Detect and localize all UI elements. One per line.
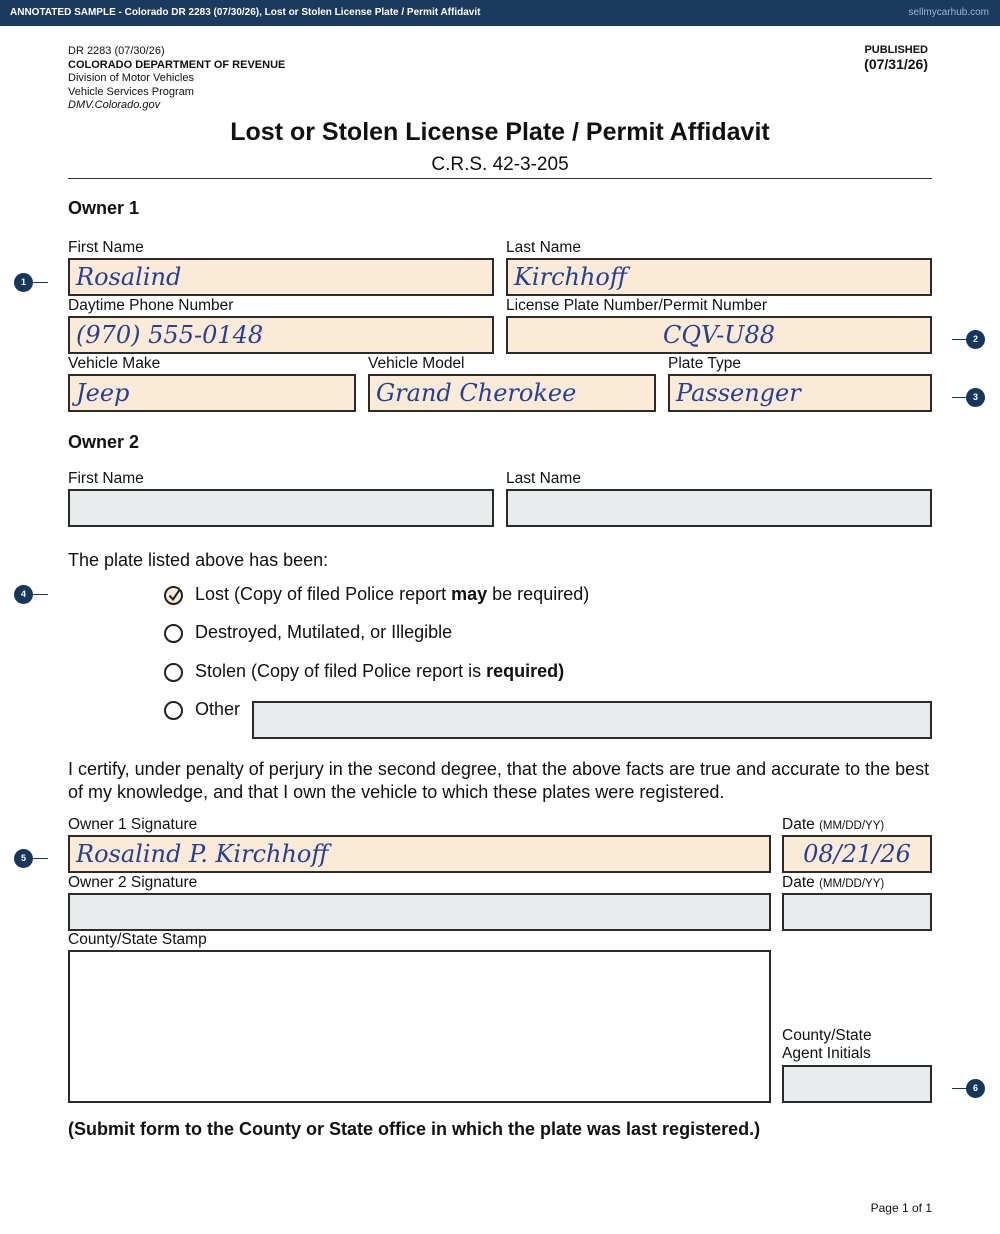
website: DMV.Colorado.gov bbox=[68, 99, 161, 111]
vehicle-model-value: Grand Cherokee bbox=[376, 379, 577, 407]
agent-initials-field[interactable] bbox=[782, 1065, 932, 1103]
callout-4-leader bbox=[32, 594, 48, 595]
owner1-first-name-label: First Name bbox=[68, 239, 144, 256]
date1-label bbox=[782, 816, 884, 835]
date2-field[interactable] bbox=[782, 893, 932, 931]
option-lost-tail: be required) bbox=[487, 584, 590, 604]
owner1-last-name-field[interactable] bbox=[506, 258, 932, 296]
banner-title: ANNOTATED SAMPLE - Colorado DR 2283 (07/30/26), Lost or Stolen License Plate / Permit Affidavit bbox=[10, 7, 481, 18]
plate-type-value: Passenger bbox=[676, 379, 801, 407]
option-lost-label bbox=[195, 584, 589, 605]
plate-type-field[interactable] bbox=[668, 374, 932, 412]
form-title: Lost or Stolen License Plate / Permit Affidavit bbox=[230, 118, 770, 146]
owner2-first-name-field[interactable] bbox=[68, 489, 494, 527]
radio-other[interactable] bbox=[164, 701, 183, 720]
owner2-signature-field[interactable] bbox=[68, 893, 771, 931]
option-destroyed-label: Destroyed, Mutilated, or Illegible bbox=[195, 622, 453, 642]
plate-number-field[interactable] bbox=[506, 316, 932, 354]
plate-type-label: Plate Type bbox=[668, 355, 741, 372]
owner1-first-name-value: Rosalind bbox=[76, 263, 182, 291]
agent-label-line2: Agent Initials bbox=[782, 1045, 871, 1062]
vehicle-make-field[interactable] bbox=[68, 374, 356, 412]
option-lost-text: Lost (Copy of filed Police report bbox=[195, 584, 452, 604]
published-label: PUBLISHED bbox=[864, 44, 928, 56]
owner1-signature-label: Owner 1 Signature bbox=[68, 816, 198, 833]
date2-format: (MM/DD/YY) bbox=[819, 878, 885, 890]
date2-value bbox=[784, 895, 930, 929]
owner1-signature-value: Rosalind P. Kirchhoff bbox=[76, 840, 329, 868]
vehicle-make-value: Jeep bbox=[76, 379, 130, 407]
phone-label: Daytime Phone Number bbox=[68, 297, 234, 314]
certification-text: I certify, under penalty of perjury in the second degree, that the above facts are true and accurate to the best of my knowledge, and that I own the vehicle to which these plates were registered. bbox=[68, 759, 930, 802]
date1-value: 08/21/26 bbox=[803, 840, 911, 868]
date2-label bbox=[782, 874, 884, 893]
callout-1: 1 bbox=[14, 273, 33, 292]
date1-format: (MM/DD/YY) bbox=[819, 820, 885, 832]
header-divider bbox=[68, 178, 932, 179]
published-block bbox=[864, 44, 928, 72]
option-other-label: Other bbox=[195, 699, 241, 719]
agency-header bbox=[68, 45, 285, 113]
agent-initials-value bbox=[784, 1067, 930, 1101]
owner2-heading: Owner 2 bbox=[68, 432, 140, 452]
callout-2: 2 bbox=[966, 330, 985, 349]
phone-value: (970) 555-0148 bbox=[76, 321, 264, 349]
checkmark-icon bbox=[168, 588, 181, 603]
agent-label-line1: County/State bbox=[782, 1027, 872, 1044]
program-name: Vehicle Services Program bbox=[68, 85, 194, 98]
owner1-last-name-label: Last Name bbox=[506, 239, 581, 256]
plate-number-value: CQV-U88 bbox=[662, 321, 776, 349]
other-reason-field[interactable] bbox=[252, 701, 932, 739]
agent-initials-label bbox=[782, 1027, 872, 1063]
annotation-banner bbox=[0, 0, 1000, 26]
owner1-heading: Owner 1 bbox=[68, 198, 140, 218]
callout-3: 3 bbox=[966, 388, 985, 407]
date2-label-text: Date bbox=[782, 874, 820, 891]
owner1-last-name-value: Kirchhoff bbox=[514, 263, 627, 291]
option-stolen-bold: required) bbox=[486, 661, 565, 681]
callout-1-leader bbox=[32, 282, 48, 283]
option-stolen-text: Stolen (Copy of filed Police report is bbox=[195, 661, 487, 681]
phone-field[interactable] bbox=[68, 316, 494, 354]
owner2-first-name-label: First Name bbox=[68, 470, 144, 487]
stamp-area bbox=[68, 950, 771, 1103]
radio-destroyed[interactable] bbox=[164, 624, 183, 643]
stamp-label: County/State Stamp bbox=[68, 931, 207, 948]
owner1-signature-field[interactable] bbox=[68, 835, 771, 873]
department-name: COLORADO DEPARTMENT OF REVENUE bbox=[68, 58, 286, 71]
callout-5-leader bbox=[32, 858, 48, 859]
vehicle-model-field[interactable] bbox=[368, 374, 656, 412]
callout-5: 5 bbox=[14, 849, 33, 868]
form-statute: C.R.S. 42-3-205 bbox=[431, 154, 569, 175]
owner2-last-name-label: Last Name bbox=[506, 470, 581, 487]
date1-field[interactable] bbox=[782, 835, 932, 873]
callout-6: 6 bbox=[966, 1079, 985, 1098]
option-lost-bold: may bbox=[451, 584, 488, 604]
submission-note: (Submit form to the County or State office in which the plate was last registered.) bbox=[68, 1119, 761, 1139]
published-date: (07/31/26) bbox=[864, 56, 928, 72]
banner-site: sellmycarhub.com bbox=[908, 7, 989, 18]
date1-label-text: Date bbox=[782, 816, 820, 833]
vehicle-make-label: Vehicle Make bbox=[68, 355, 161, 372]
option-stolen-label bbox=[195, 661, 564, 682]
radio-lost[interactable] bbox=[164, 586, 183, 605]
callout-4: 4 bbox=[14, 585, 33, 604]
vehicle-model-label: Vehicle Model bbox=[368, 355, 465, 372]
owner2-signature-label: Owner 2 Signature bbox=[68, 874, 198, 891]
owner1-first-name-field[interactable] bbox=[68, 258, 494, 296]
radio-stolen[interactable] bbox=[164, 663, 183, 682]
owner2-last-name-field[interactable] bbox=[506, 489, 932, 527]
status-prompt: The plate listed above has been: bbox=[68, 550, 329, 570]
plate-number-label: License Plate Number/Permit Number bbox=[506, 297, 768, 314]
page-number: Page 1 of 1 bbox=[870, 1201, 932, 1215]
division-name: Division of Motor Vehicles bbox=[68, 72, 194, 84]
form-number: DR 2283 (07/30/26) bbox=[68, 45, 165, 57]
